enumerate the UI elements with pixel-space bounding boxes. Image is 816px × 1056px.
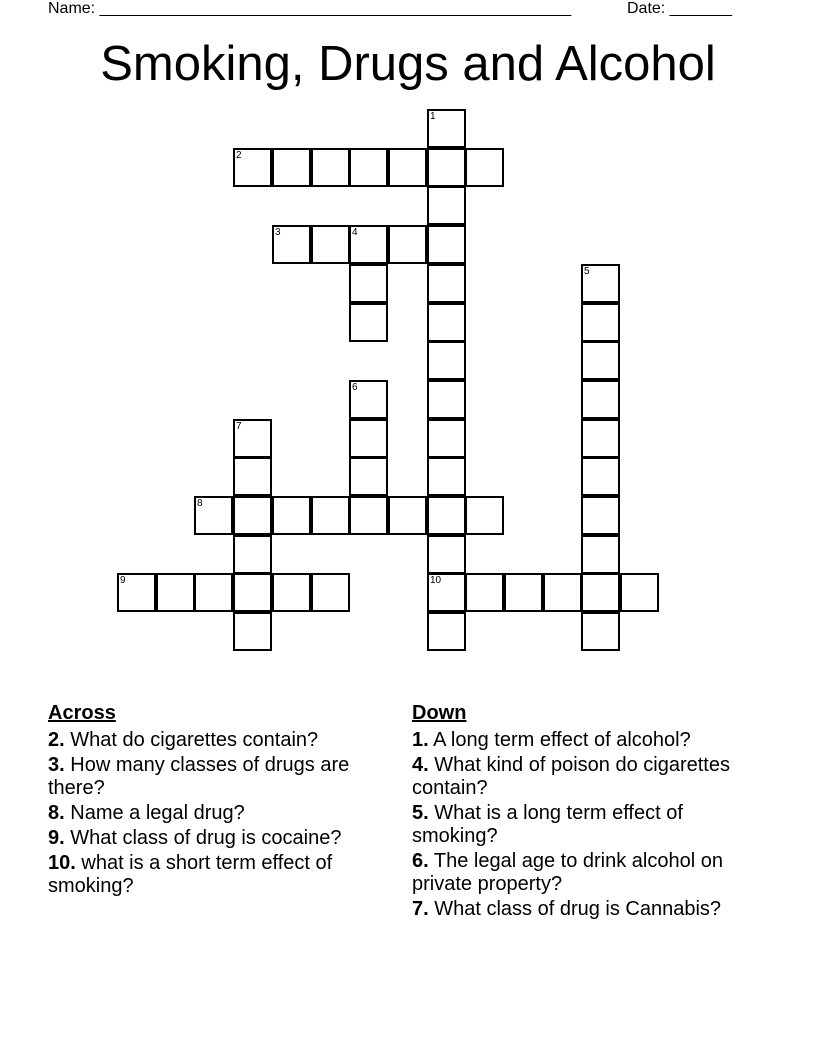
clue-number: 6. bbox=[412, 850, 429, 872]
clue-down-5 bbox=[412, 802, 752, 848]
clue-text: Name a legal drug? bbox=[70, 802, 245, 824]
grid-cell[interactable] bbox=[272, 148, 311, 187]
cell-number: 7 bbox=[236, 421, 242, 432]
date-field[interactable]: Date: _______ bbox=[627, 0, 732, 17]
clue-text: What class of drug is cocaine? bbox=[70, 827, 342, 849]
clue-text: A long term effect of alcohol? bbox=[433, 729, 691, 751]
grid-cell[interactable] bbox=[194, 496, 233, 535]
grid-cell[interactable] bbox=[581, 303, 620, 342]
grid-cell[interactable] bbox=[233, 148, 272, 187]
grid-cell[interactable] bbox=[427, 612, 466, 651]
clue-text: what is a short term effect of smoking? bbox=[48, 852, 333, 897]
across-clues bbox=[48, 702, 383, 900]
grid-cell[interactable] bbox=[581, 573, 620, 612]
grid-cell[interactable] bbox=[581, 457, 620, 496]
grid-cell[interactable] bbox=[427, 419, 466, 458]
grid-cell[interactable] bbox=[272, 573, 311, 612]
grid-cell[interactable] bbox=[504, 573, 543, 612]
clue-across-8 bbox=[48, 802, 383, 825]
grid-cell[interactable] bbox=[581, 341, 620, 380]
clue-number: 10. bbox=[48, 852, 76, 874]
grid-cell[interactable] bbox=[427, 225, 466, 264]
grid-cell[interactable] bbox=[194, 573, 233, 612]
grid-cell[interactable] bbox=[233, 535, 272, 574]
grid-cell[interactable] bbox=[465, 573, 504, 612]
across-heading: Across bbox=[48, 702, 116, 724]
grid-cell[interactable] bbox=[311, 496, 350, 535]
grid-cell[interactable] bbox=[427, 186, 466, 225]
grid-cell[interactable] bbox=[620, 573, 659, 612]
grid-cell[interactable] bbox=[581, 264, 620, 303]
grid-cell[interactable] bbox=[349, 148, 388, 187]
grid-cell[interactable] bbox=[465, 148, 504, 187]
cell-number: 2 bbox=[236, 150, 242, 161]
clue-down-7 bbox=[412, 898, 752, 921]
grid-cell[interactable] bbox=[388, 496, 427, 535]
clue-down-1 bbox=[412, 729, 752, 752]
grid-cell[interactable] bbox=[427, 303, 466, 342]
grid-cell[interactable] bbox=[427, 457, 466, 496]
cell-number: 9 bbox=[120, 575, 126, 586]
clue-number: 4. bbox=[412, 754, 429, 776]
cell-number: 8 bbox=[197, 498, 203, 509]
puzzle-title: Smoking, Drugs and Alcohol bbox=[100, 37, 716, 91]
clue-number: 5. bbox=[412, 802, 429, 824]
grid-cell[interactable] bbox=[427, 109, 466, 148]
clue-across-2 bbox=[48, 729, 383, 752]
grid-cell[interactable] bbox=[581, 380, 620, 419]
grid-cell[interactable] bbox=[581, 419, 620, 458]
down-clues bbox=[412, 702, 752, 923]
clue-down-4 bbox=[412, 754, 752, 800]
grid-cell[interactable] bbox=[427, 535, 466, 574]
clue-text: What kind of poison do cigarettes contain? bbox=[412, 754, 730, 799]
grid-cell[interactable] bbox=[465, 496, 504, 535]
clue-text: What is a long term effect of smoking? bbox=[412, 802, 683, 847]
clue-number: 3. bbox=[48, 754, 65, 776]
grid-cell[interactable] bbox=[543, 573, 582, 612]
clue-text: How many classes of drugs are there? bbox=[48, 754, 350, 799]
clue-number: 2. bbox=[48, 729, 65, 751]
cell-number: 5 bbox=[584, 266, 590, 277]
grid-cell[interactable] bbox=[427, 148, 466, 187]
grid-cell[interactable] bbox=[233, 457, 272, 496]
grid-cell[interactable] bbox=[427, 264, 466, 303]
grid-cell[interactable] bbox=[427, 496, 466, 535]
grid-cell[interactable] bbox=[349, 264, 388, 303]
grid-cell[interactable] bbox=[349, 380, 388, 419]
grid-cell[interactable] bbox=[427, 341, 466, 380]
cell-number: 6 bbox=[352, 382, 358, 393]
cell-number: 3 bbox=[275, 227, 281, 238]
grid-cell[interactable] bbox=[272, 496, 311, 535]
name-field[interactable]: Name: _____________________________________________________ bbox=[48, 0, 572, 17]
clue-text: The legal age to drink alcohol on private property? bbox=[412, 850, 723, 895]
clue-down-6 bbox=[412, 850, 752, 896]
grid-cell[interactable] bbox=[427, 380, 466, 419]
clue-across-9 bbox=[48, 827, 383, 850]
clue-across-10 bbox=[48, 852, 383, 898]
grid-cell[interactable] bbox=[581, 535, 620, 574]
clue-number: 1. bbox=[412, 729, 429, 751]
grid-cell[interactable] bbox=[581, 612, 620, 651]
cell-number: 4 bbox=[352, 227, 358, 238]
grid-cell[interactable] bbox=[233, 496, 272, 535]
grid-cell[interactable] bbox=[311, 148, 350, 187]
grid-cell[interactable] bbox=[311, 573, 350, 612]
grid-cell[interactable] bbox=[117, 573, 156, 612]
grid-cell[interactable] bbox=[311, 225, 350, 264]
clue-text: What do cigarettes contain? bbox=[70, 729, 319, 751]
grid-cell[interactable] bbox=[233, 419, 272, 458]
clue-number: 7. bbox=[412, 898, 429, 920]
grid-cell[interactable] bbox=[156, 573, 195, 612]
grid-cell[interactable] bbox=[349, 225, 388, 264]
grid-cell[interactable] bbox=[349, 496, 388, 535]
grid-cell[interactable] bbox=[349, 457, 388, 496]
grid-cell[interactable] bbox=[388, 225, 427, 264]
grid-cell[interactable] bbox=[272, 225, 311, 264]
clue-across-3 bbox=[48, 754, 383, 800]
cell-number: 10 bbox=[430, 575, 442, 586]
clue-number: 9. bbox=[48, 827, 65, 849]
grid-cell[interactable] bbox=[233, 573, 272, 612]
clue-text: What class of drug is Cannabis? bbox=[434, 898, 722, 920]
cell-number: 1 bbox=[430, 111, 436, 122]
grid-cell[interactable] bbox=[388, 148, 427, 187]
grid-cell[interactable] bbox=[349, 303, 388, 342]
clue-number: 8. bbox=[48, 802, 65, 824]
grid-cell[interactable] bbox=[427, 573, 466, 612]
grid-cell[interactable] bbox=[233, 612, 272, 651]
grid-cell[interactable] bbox=[581, 496, 620, 535]
grid-cell[interactable] bbox=[349, 419, 388, 458]
down-heading: Down bbox=[412, 702, 467, 724]
